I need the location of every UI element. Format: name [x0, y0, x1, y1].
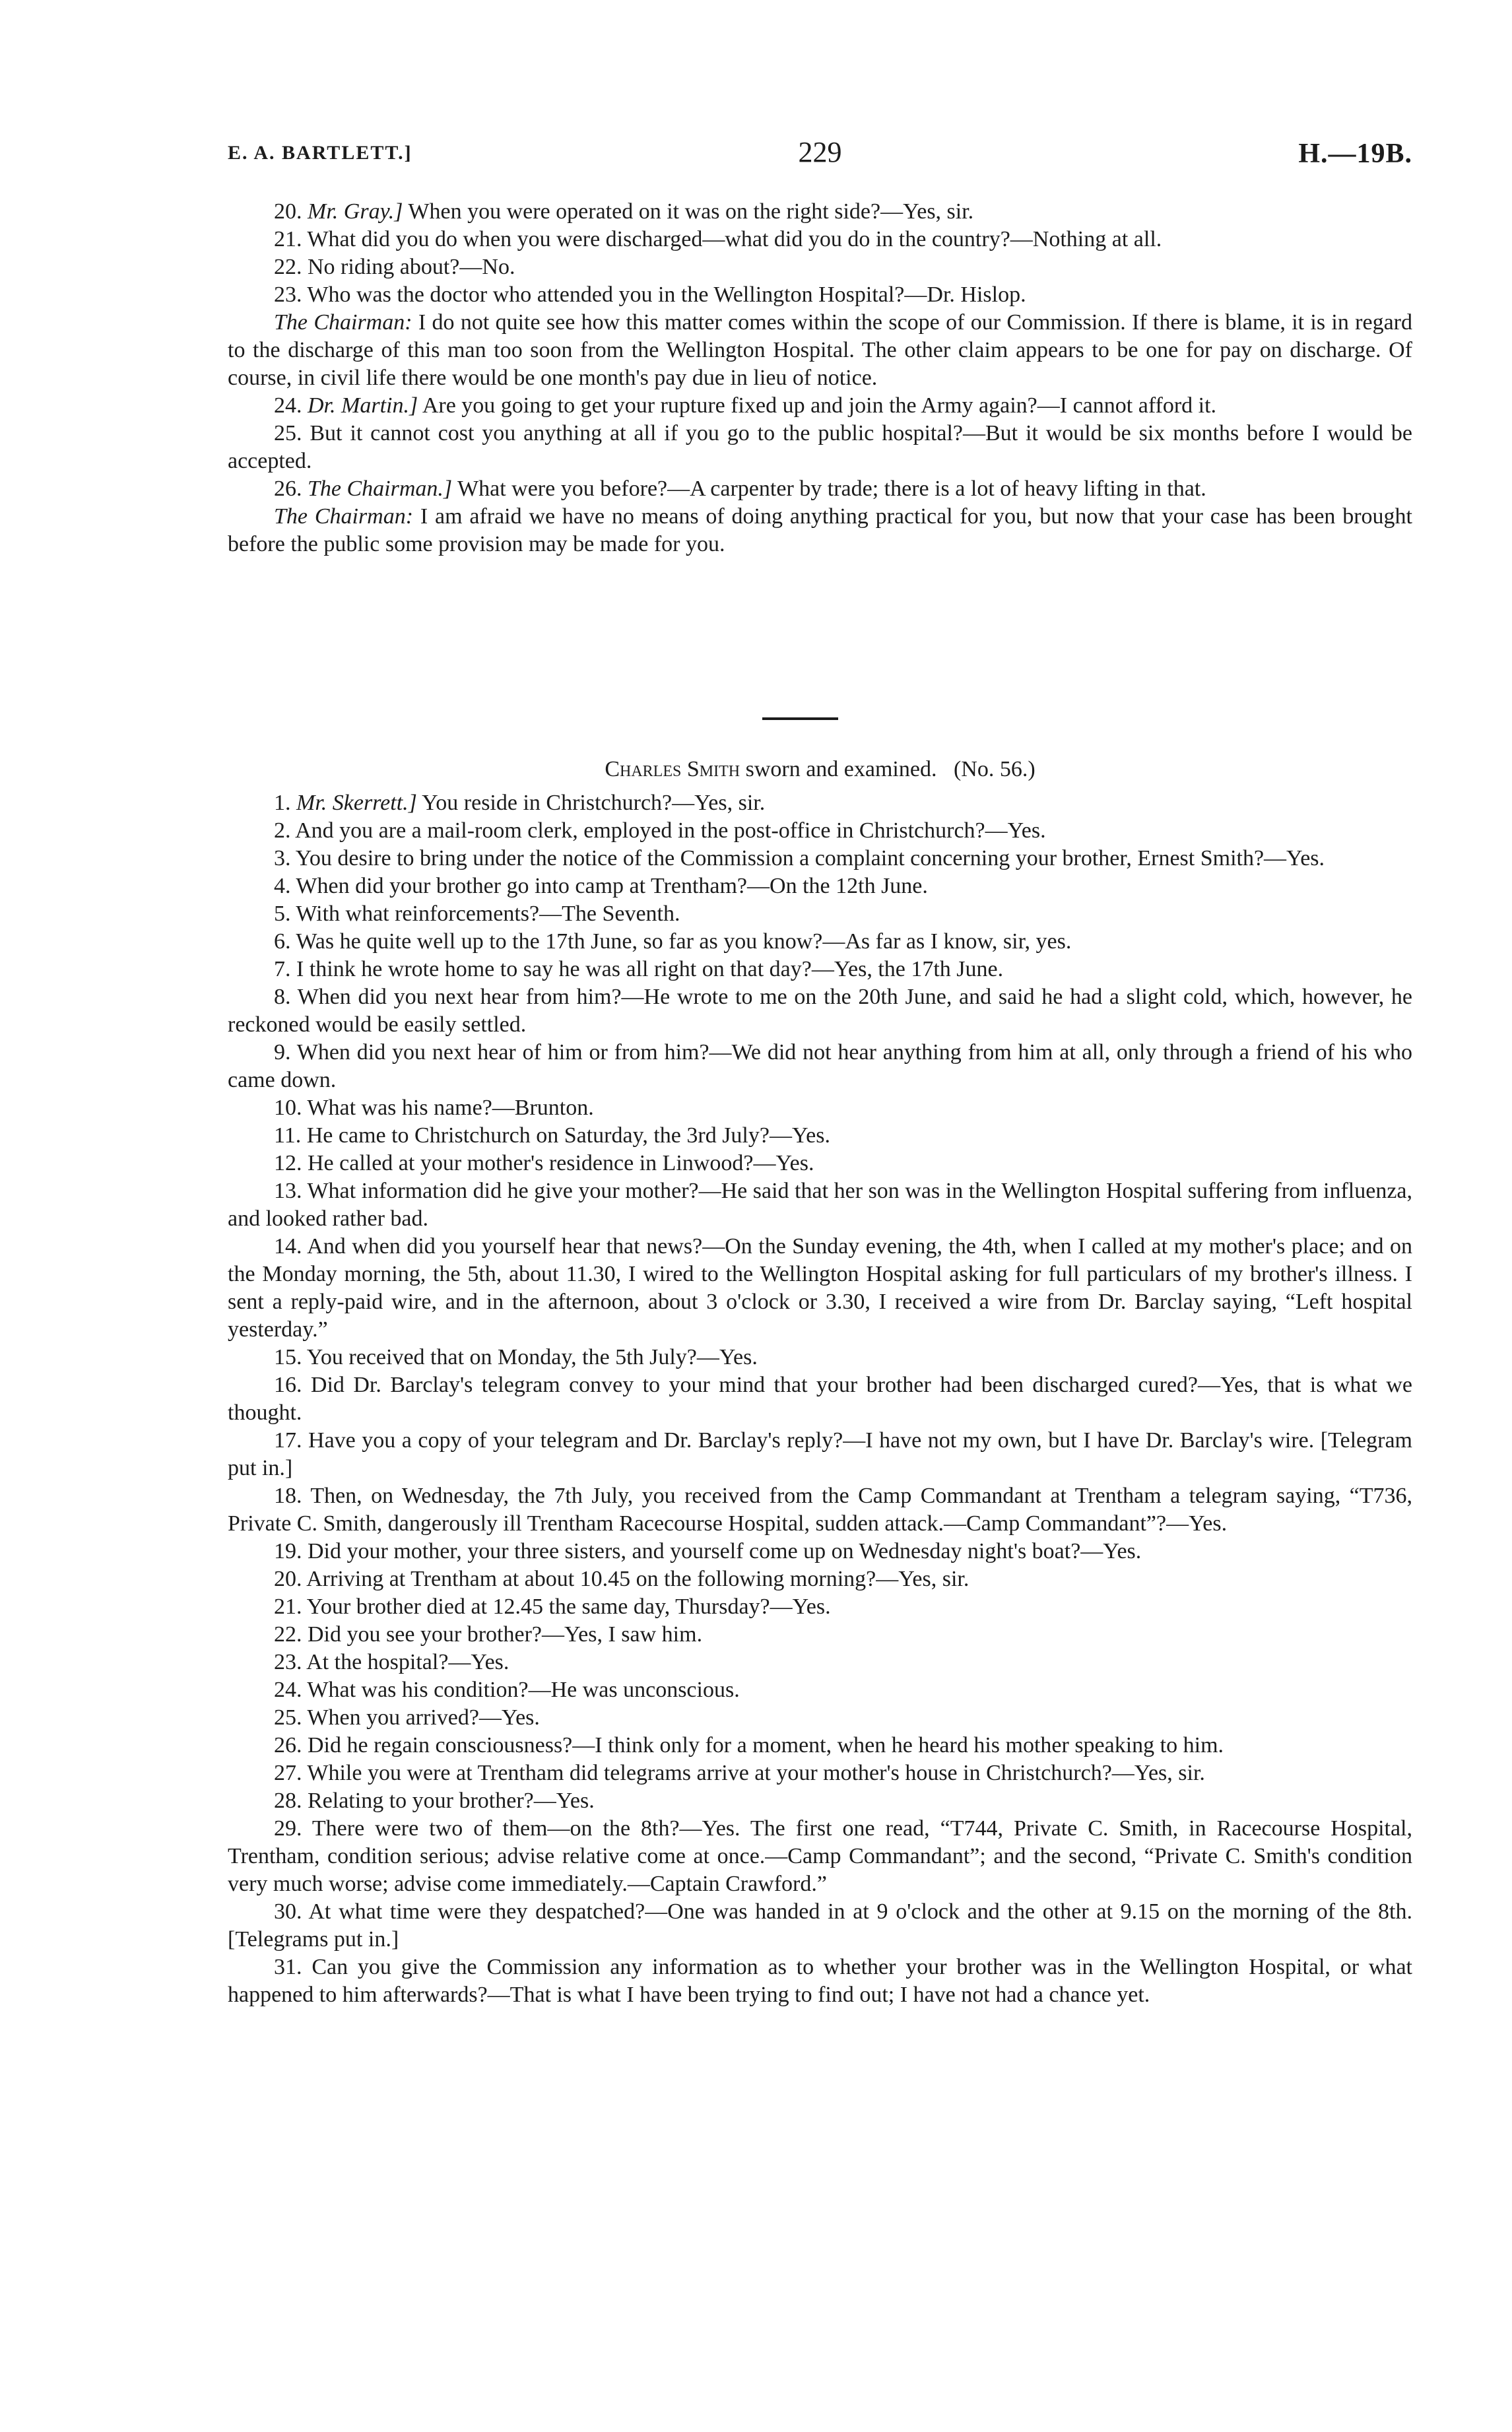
testimony-part-2 [228, 789, 1412, 2009]
question-number: 10. [274, 1096, 302, 1120]
question-number: 30. [274, 1899, 302, 1924]
question-paragraph [228, 1704, 1412, 1732]
question-paragraph [228, 281, 1412, 309]
question-number: 7. [274, 957, 291, 981]
question-text: But it cannot cost you anything at all if you go to the public hospital?—But it would be six months before I would be accepted. [228, 421, 1412, 473]
question-number: 11. [274, 1123, 302, 1148]
question-number: 21. [274, 227, 302, 251]
question-text: I do not quite see how this matter comes within the scope of our Commission. If there is blame, it is in regard to the discharge of this man too soon from the Wellington Hospital. The other claim appears to be one for pay on discharge. Of course, in civil life there would be one month's pay due in lieu of notice. [228, 310, 1413, 390]
question-number: 8. [274, 985, 291, 1009]
question-text: What were you before?—A carpenter by trade; there is a lot of heavy lifting in that. [452, 477, 1206, 501]
question-text: At what time were they despatched?—One was handed in at 9 o'clock and the other at 9.15 on the morning of the 8th. [Telegrams put in.] [228, 1899, 1413, 1952]
running-head-right: H.—19B. [1298, 139, 1412, 169]
speaker-name: The Chairman.] [308, 477, 453, 501]
question-paragraph [228, 1538, 1412, 1565]
question-text: And you are a mail-room clerk, employed in the post-office in Christchurch?—Yes. [295, 818, 1046, 843]
question-paragraph [228, 1898, 1412, 1954]
question-text: What was his name?—Brunton. [307, 1096, 594, 1120]
question-number: 15. [274, 1345, 302, 1369]
section-divider [762, 717, 838, 720]
question-text: Are you going to get your rupture fixed up and join the Army again?—I cannot afford it. [418, 393, 1217, 418]
question-paragraph [228, 928, 1412, 956]
question-number: 26. [274, 1733, 302, 1758]
question-text: You desire to bring under the notice of the Commission a complaint concerning your brother, Ernest Smith?—Yes. [295, 846, 1325, 871]
question-text: Can you give the Commission any information as to whether your brother was in the Wellington Hospital, or what happened to him afterwards?—That is what I have been trying to find out; I have not had a chance yet. [228, 1955, 1412, 2007]
question-text: And when did you yourself hear that news?—On the Sunday evening, the 4th, when I called at my mother's place; and on the Monday morning, the 5th, about 11.30, I wired to the Wellington Hospital asking for full particulars of my brother's illness. I sent a reply-paid wire, and in the afternoon, about 3 o'clock or 3.30, I received a wire from Dr. Barclay saying, “Left hospital yesterday.” [228, 1234, 1413, 1342]
question-text: Then, on Wednesday, the 7th July, you received from the Camp Commandant at Trentham a telegram saying, “T736, Private C. Smith, dangerously ill Trentham Racecourse Hospital, sudden attack.—Camp Commandant”?—Yes. [228, 1484, 1412, 1536]
question-text: What information did he give your mother?—He said that her son was in the Wellington Hospital suffering from influenza, and looked rather bad. [228, 1179, 1413, 1231]
question-number: 25. [274, 1705, 302, 1730]
question-number: 18. [274, 1484, 302, 1508]
question-text: He came to Christchurch on Saturday, the 3rd July?—Yes. [306, 1123, 830, 1148]
question-number: 23. [274, 282, 302, 307]
question-paragraph [228, 956, 1412, 983]
speaker-name: Mr. Gray.] [308, 199, 403, 224]
question-text: Was he quite well up to the 17th June, so far as you know?—As far as I know, sir, yes. [296, 929, 1072, 954]
question-paragraph [228, 1150, 1412, 1177]
question-text: What did you do when you were discharged—what did you do in the country?—Nothing at all. [307, 227, 1162, 251]
question-number: 24. [274, 1678, 302, 1702]
question-number: 20. [274, 1567, 302, 1591]
question-number: 19. [274, 1539, 302, 1563]
question-paragraph [228, 1815, 1412, 1898]
question-paragraph [228, 845, 1412, 872]
running-head-left: E. A. BARTLETT.] [228, 142, 412, 164]
question-text: What was his condition?—He was unconscious. [307, 1678, 740, 1702]
question-paragraph [228, 1759, 1412, 1787]
question-paragraph [228, 503, 1412, 558]
question-paragraph [228, 1482, 1412, 1538]
question-text: Did your mother, your three sisters, and yourself come up on Wednesday night's boat?—Yes. [308, 1539, 1142, 1563]
question-number: 17. [274, 1428, 302, 1453]
heading-text: sworn and examined. [740, 757, 937, 781]
question-text: While you were at Trentham did telegrams arrive at your mother's house in Christchurch?—Yes, sir. [307, 1761, 1205, 1785]
question-text: You received that on Monday, the 5th July?—Yes. [306, 1345, 758, 1369]
speaker-name: Mr. Skerrett.] [296, 791, 417, 815]
question-paragraph [228, 900, 1412, 928]
question-text: At the hospital?—Yes. [306, 1650, 509, 1674]
question-number: 23. [274, 1650, 302, 1674]
question-paragraph [228, 872, 1412, 900]
question-number: 4. [274, 874, 291, 898]
question-number: 6. [274, 929, 291, 954]
question-number: 3. [274, 846, 291, 871]
question-number: 16. [274, 1373, 302, 1397]
question-paragraph [228, 1122, 1412, 1150]
question-paragraph [228, 1427, 1412, 1482]
question-number: 2. [274, 818, 291, 843]
question-number: 31. [274, 1955, 302, 1979]
question-number: 21. [274, 1594, 302, 1619]
question-text: When did your brother go into camp at Trentham?—On the 12th June. [296, 874, 928, 898]
question-text: Have you a copy of your telegram and Dr. Barclay's reply?—I have not my own, but I have Dr. Barclay's wire. [Telegram put in.] [228, 1428, 1412, 1480]
question-text: I think he wrote home to say he was all right on that day?—Yes, the 17th June. [296, 957, 1004, 981]
question-paragraph [228, 983, 1412, 1039]
page-header [228, 135, 1412, 175]
question-number: 12. [274, 1151, 302, 1175]
question-number: 26. [274, 477, 302, 501]
question-number: 28. [274, 1789, 302, 1813]
question-text: Your brother died at 12.45 the same day, Thursday?—Yes. [306, 1594, 831, 1619]
witness-number: (No. 56.) [953, 757, 1035, 781]
speaker-name: Dr. Martin.] [308, 393, 418, 418]
question-text: You reside in Christchurch?—Yes, sir. [416, 791, 766, 815]
question-number: 25. [274, 421, 302, 445]
question-paragraph [228, 1593, 1412, 1621]
question-number: 5. [274, 902, 291, 926]
question-paragraph [228, 475, 1412, 503]
question-paragraph [228, 1787, 1412, 1815]
question-text: Did he regain consciousness?—I think only for a moment, when he heard his mother speaking to him. [308, 1733, 1224, 1758]
question-paragraph [228, 1371, 1412, 1427]
testimony-part-1 [228, 198, 1412, 558]
question-text: Did you see your brother?—Yes, I saw him. [308, 1622, 703, 1647]
question-paragraph [228, 309, 1412, 392]
question-text: With what reinforcements?—The Seventh. [296, 902, 680, 926]
question-number: 22. [274, 255, 302, 279]
question-number: 13. [274, 1179, 302, 1203]
question-paragraph [228, 1649, 1412, 1676]
page-number: 229 [798, 136, 842, 168]
question-text: Who was the doctor who attended you in the Wellington Hospital?—Dr. Hislop. [307, 282, 1026, 307]
question-text: When you were operated on it was on the right side?—Yes, sir. [403, 199, 974, 224]
question-text: Relating to your brother?—Yes. [308, 1789, 595, 1813]
question-number: 29. [274, 1816, 302, 1841]
question-text: When did you next hear from him?—He wrote to me on the 20th June, and said he had a slight cold, which, however, he reckoned would be easily settled. [228, 985, 1412, 1037]
question-paragraph [228, 789, 1412, 817]
speaker-name: The Chairman: [274, 310, 412, 335]
question-paragraph [228, 817, 1412, 845]
question-paragraph [228, 1732, 1412, 1759]
question-paragraph [228, 1954, 1412, 2009]
question-number: 14. [274, 1234, 302, 1259]
question-number: 24. [274, 393, 302, 418]
question-text: When you arrived?—Yes. [307, 1705, 540, 1730]
question-text: I am afraid we have no means of doing anything practical for you, but now that your case has been brought before the public some provision may be made for you. [228, 504, 1412, 556]
witness-name: Charles Smith [605, 757, 740, 781]
question-paragraph [228, 420, 1412, 475]
question-paragraph [228, 1233, 1412, 1344]
question-text: When did you next hear of him or from him?—We did not hear anything from him at all, only through a friend of his who came down. [228, 1040, 1412, 1092]
question-number: 20. [274, 199, 302, 224]
question-text: He called at your mother's residence in Linwood?—Yes. [308, 1151, 814, 1175]
question-number: 22. [274, 1622, 302, 1647]
question-paragraph [228, 1094, 1412, 1122]
question-text: No riding about?—No. [308, 255, 515, 279]
speaker-name: The Chairman: [274, 504, 414, 529]
question-number: 9. [274, 1040, 291, 1065]
question-paragraph [228, 198, 1412, 226]
question-text: Arriving at Trentham at about 10.45 on the following morning?—Yes, sir. [306, 1567, 970, 1591]
question-paragraph [228, 1621, 1412, 1649]
question-paragraph [228, 1039, 1412, 1094]
question-text: There were two of them—on the 8th?—Yes. The first one read, “T744, Private C. Smith, in Racecourse Hospital, Trentham, condition serious; advise relative come at once.—Camp Commandant”; and the second, “Private C. Smith's condition very much worse; advise come immediately.—Captain Crawford.” [228, 1816, 1413, 1896]
question-number: 1. [274, 791, 291, 815]
question-paragraph [228, 253, 1412, 281]
question-paragraph [228, 1177, 1412, 1233]
question-paragraph [228, 1344, 1412, 1371]
question-paragraph [228, 1565, 1412, 1593]
question-text: Did Dr. Barclay's telegram convey to your mind that your brother had been discharged cured?—Yes, that is what we thought. [228, 1373, 1413, 1425]
question-paragraph [228, 1676, 1412, 1704]
question-paragraph [228, 226, 1412, 253]
question-paragraph [228, 392, 1412, 420]
question-number: 27. [274, 1761, 302, 1785]
section-heading [228, 756, 1412, 783]
